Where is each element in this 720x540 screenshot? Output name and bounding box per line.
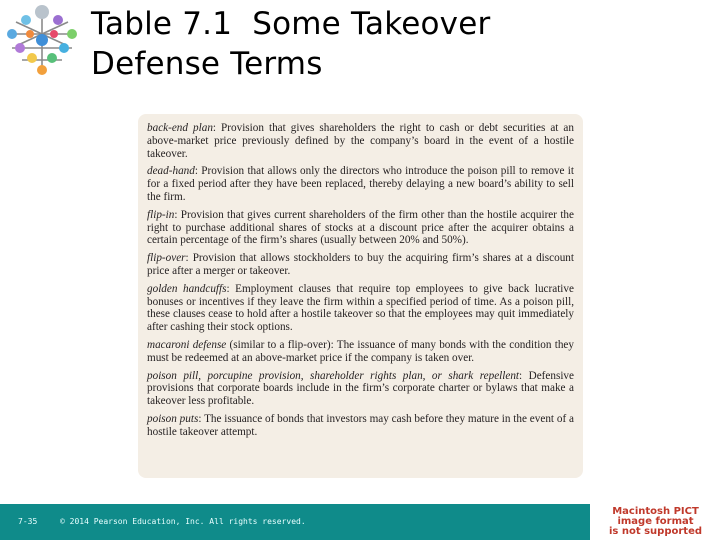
pict-notice-line: Macintosh PICT — [612, 506, 699, 517]
term-definition: (similar to a flip-over): The issuance of many bonds with the condition they must be redeemed at an above-market price if the company is taken over. — [147, 338, 574, 364]
term-definition: : Provision that gives shareholders the right to cash or debt securities at an above-market price previously defined by the company’s board in the event of a hostile takeover. — [147, 122, 574, 160]
copyright-notice: © 2014 Pearson Education, Inc. All rights reserved. — [60, 517, 306, 526]
page-title — [91, 4, 490, 84]
term-entry — [147, 413, 574, 439]
term-entry — [147, 209, 574, 247]
term-name: back-end plan — [147, 122, 213, 134]
pict-notice-line: is not supported — [608, 526, 703, 537]
page-title-line-2: Defense Terms — [91, 46, 323, 82]
term-definition: : Employment clauses that require top employees to give back lucrative bonuses or incentives if they leave the firm within a specified period of time. As a poison pill, these clauses cease to hold after a hostile takeover so that the employees may quit immediately after cashing their stock options. — [147, 282, 574, 334]
term-name: flip-in — [147, 208, 175, 221]
term-entry — [147, 339, 574, 365]
term-name: flip-over — [147, 252, 186, 265]
unsupported-image-placeholder — [591, 504, 720, 540]
term-name: golden handcuffs — [147, 282, 227, 295]
term-entry — [147, 370, 574, 408]
pict-notice-line: image format — [617, 516, 694, 527]
term-name: dead-hand — [147, 165, 195, 178]
term-definition: : Provision that allows only the directors who introduce the poison pill to remove it for a fixed period after they have been replaced, thereby delaying a new board’s ability to sell the firm. — [147, 165, 574, 203]
slide-page-number: 7-35 — [18, 517, 38, 526]
term-entry — [147, 252, 574, 278]
page-title-line-1: Table 7.1 Some Takeover — [91, 6, 491, 42]
term-name: poison puts — [147, 412, 199, 425]
term-entry — [147, 165, 574, 203]
term-definition: : The issuance of bonds that investors may cash before they mature in the event of a hostile takeover attempt. — [147, 412, 574, 438]
term-definition: : Provision that allows stockholders to buy the acquiring firm’s shares at a discount price after a merger or takeover. — [147, 252, 574, 277]
term-definition: : Provision that gives current shareholders of the firm other than the hostile acquirer the right to purchase additional shares of stocks at a discount price after the acquirer obtains a certain percentage of the firm’s shares (usually between 20% and 50%). — [147, 208, 574, 247]
molecule-logo-icon — [2, 2, 82, 78]
term-name: poison pill, porcupine provision, shareholder rights plan, or shark repellent — [147, 369, 520, 382]
term-definition: : Defensive provisions that corporate boards include in the firm’s corporate charter or bylaws that make a takeover less profitable. — [147, 369, 574, 408]
term-entry — [147, 283, 574, 334]
takeover-terms-table — [138, 114, 583, 478]
term-name: macaroni defense — [147, 338, 227, 351]
term-entry — [147, 122, 574, 160]
